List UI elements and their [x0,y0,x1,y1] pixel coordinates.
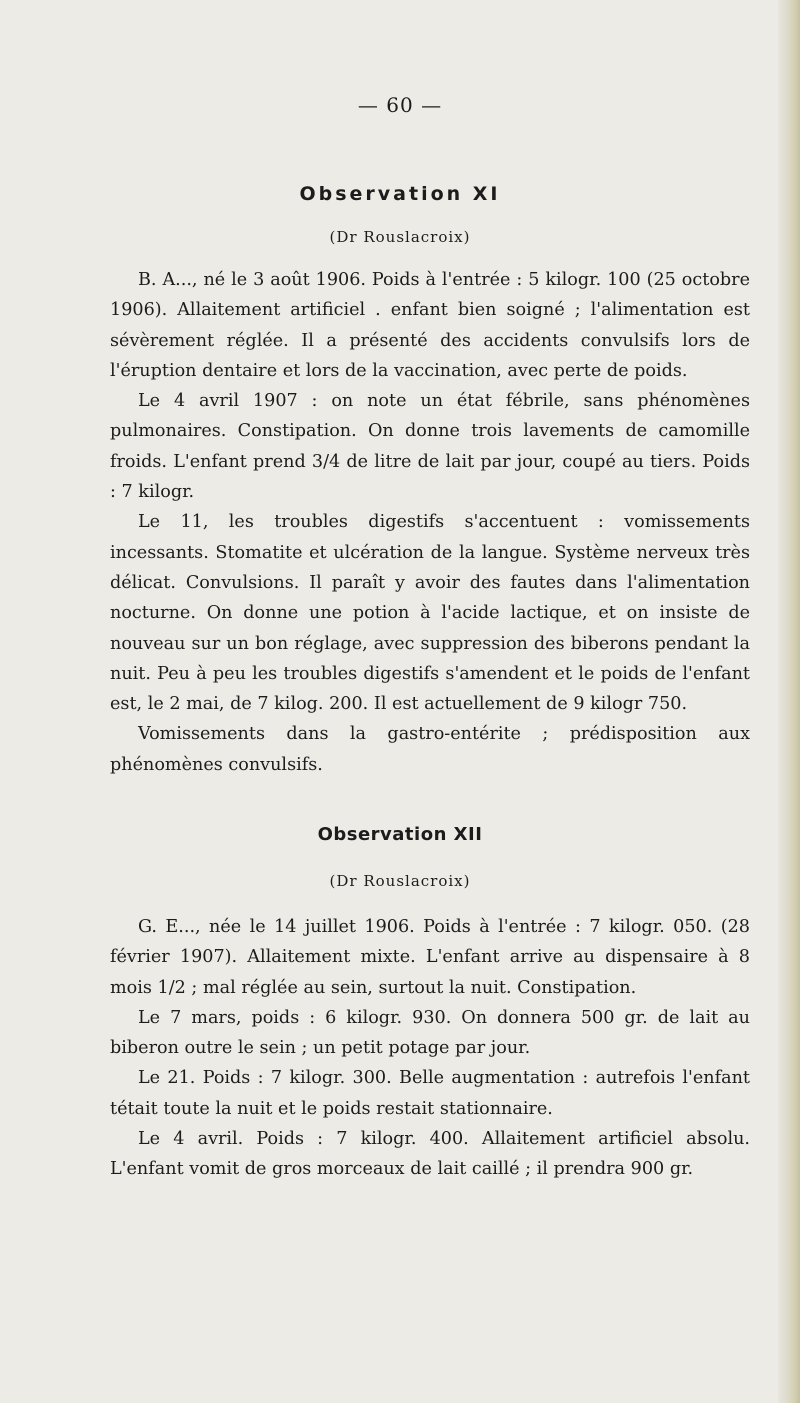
paragraph: Le 21. Poids : 7 kilogr. 300. Belle augmentation : autrefois l'enfant tétait toute la nuit et le poids restait stationnaire. [110,1068,750,1119]
observation-xii-body [110,912,750,1185]
observation-xii-author: (Dr Rouslacroix) [329,872,471,890]
paragraph: Le 7 mars, poids : 6 kilogr. 930. On donnera 500 gr. de lait au biberon outre le sein ; un petit potage par jour. [110,1007,750,1059]
paragraph: Le 4 avril 1907 : on note un état fébrile, sans phénomènes pulmonaires. Constipation. On donne trois lavements de camomille froids. L'enfant prend 3/4 de litre de lait par jour, coupé au tiers. Poids : 7 kilogr. [110,391,750,503]
observation-xi-body [110,265,750,780]
observation-xi-title: Observation XI [299,183,501,205]
paragraph: B. A..., né le 3 août 1906. Poids à l'entrée : 5 kilogr. 100 (25 octobre 1906). Allaitement artificiel . enfant bien soigné ; l'alimentation est sévèrement réglée. Il a présenté des accidents convulsifs lors de l'éruption dentaire et lors de la vaccination, avec perte de poids. [110,270,750,381]
page-edge [778,0,800,1403]
observation-xii-title: Observation XII [317,824,483,845]
paragraph: Le 11, les troubles digestifs s'accentuent : vomissements incessants. Stomatite et ulcération de la langue. Système nerveux très délicat. Convulsions. Il paraît y avoir des fautes dans l'alimentation nocturne. On donne une potion à l'acide lactique, et on insiste de nouveau sur un bon réglage, avec suppression des biberons pendant la nuit. Peu à peu les troubles digestifs s'amendent et le poids de l'enfant est, le 2 mai, de 7 kilog. 200. Il est actuellement de 9 kilogr 750. [110,512,750,715]
page-number: — 60 — [357,93,443,117]
paragraph: G. E..., née le 14 juillet 1906. Poids à l'entrée : 7 kilogr. 050. (28 février 1907). Allaitement mixte. L'enfant arrive au dispensaire à 8 mois 1/2 ; mal réglée au sein, surtout la nuit. Constipation. [110,917,750,998]
paragraph: Vomissements dans la gastro-entérite ; prédisposition aux phénomènes convulsifs. [110,724,750,775]
observation-xi-author: (Dr Rouslacroix) [329,228,471,246]
paragraph: Le 4 avril. Poids : 7 kilogr. 400. Allaitement artificiel absolu. L'enfant vomit de gros morceaux de lait caillé ; il prendra 900 gr. [110,1129,750,1180]
